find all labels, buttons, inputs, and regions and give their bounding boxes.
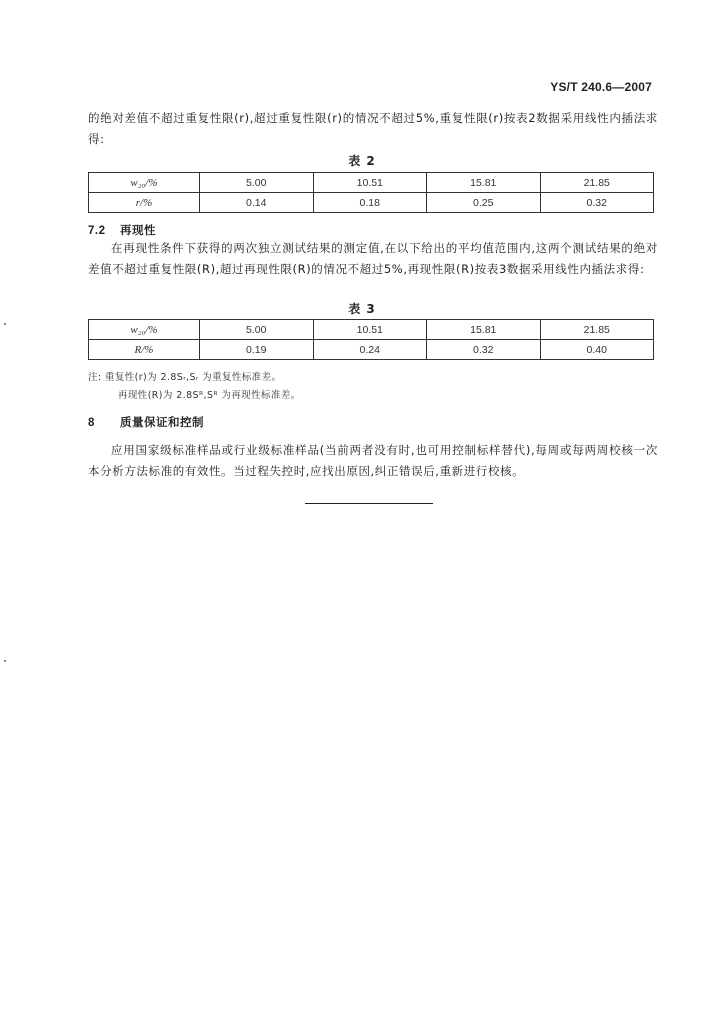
- table-header-cell: R/%: [89, 340, 200, 360]
- table-cell: 15.81: [427, 320, 541, 340]
- table-2: [88, 172, 654, 213]
- section-8-heading: [88, 414, 204, 430]
- table-note-2: 再现性(R)为 2.8Sᴿ,Sᴿ 为再现性标准差。: [118, 390, 301, 401]
- table-row: [89, 340, 654, 360]
- table-cell: 5.00: [200, 320, 314, 340]
- table-header-cell: w₂₀/%: [89, 173, 200, 193]
- table-cell: 10.51: [313, 320, 427, 340]
- section-title: 再现性: [120, 223, 156, 237]
- table-cell: 0.25: [427, 193, 541, 213]
- section-title: 质量保证和控制: [120, 415, 204, 429]
- table-row: [89, 173, 654, 193]
- table-cell: 10.51: [313, 173, 427, 193]
- table-3: [88, 319, 654, 360]
- table-cell: 0.19: [200, 340, 314, 360]
- table-note-1: 注: 重复性(r)为 2.8Sᵣ,Sᵣ 为重复性标准差。: [88, 372, 282, 383]
- reproducibility-paragraph: 在再现性条件下获得的两次独立测试结果的测定值,在以下给出的平均值范围内,这两个测试结果的绝对差值不超过重复性限(R),超过再现性限(R)的情况不超过5%,再现性限(R)按表3数据采用线性内插法求得:: [88, 241, 658, 276]
- table-row: [89, 193, 654, 213]
- table-cell: 0.40: [540, 340, 654, 360]
- end-of-standard-rule: [305, 503, 433, 504]
- section-number: 8: [88, 417, 95, 429]
- section-number: 7.2: [88, 225, 106, 237]
- section-7-2-heading: [88, 222, 156, 238]
- table-cell: 5.00: [200, 173, 314, 193]
- table-cell: 21.85: [540, 320, 654, 340]
- table-cell: 0.18: [313, 193, 427, 213]
- table-cell: 15.81: [427, 173, 541, 193]
- document-code: YS/T 240.6—2007: [550, 80, 652, 94]
- table-cell: 21.85: [540, 173, 654, 193]
- quality-control-paragraph: 应用国家级标准样品或行业级标准样品(当前两者没有时,也可用控制标样替代),每周或每两周校核一次本分析方法标准的有效性。当过程失控时,应找出原因,纠正错误后,重新进行校核。: [88, 443, 658, 478]
- table-2-caption: 表 2: [348, 154, 376, 168]
- table-header-cell: r/%: [89, 193, 200, 213]
- table-cell: 0.14: [200, 193, 314, 213]
- table-header-cell: w₂₀/%: [89, 320, 200, 340]
- scan-mark: [4, 323, 6, 325]
- table-row: [89, 320, 654, 340]
- intro-paragraph: 的绝对差值不超过重复性限(r),超过重复性限(r)的情况不超过5%,重复性限(r)按表2数据采用线性内插法求得:: [88, 111, 658, 146]
- table-cell: 0.32: [427, 340, 541, 360]
- table-3-caption: 表 3: [348, 302, 376, 316]
- table-cell: 0.24: [313, 340, 427, 360]
- scan-mark: [4, 660, 6, 662]
- table-cell: 0.32: [540, 193, 654, 213]
